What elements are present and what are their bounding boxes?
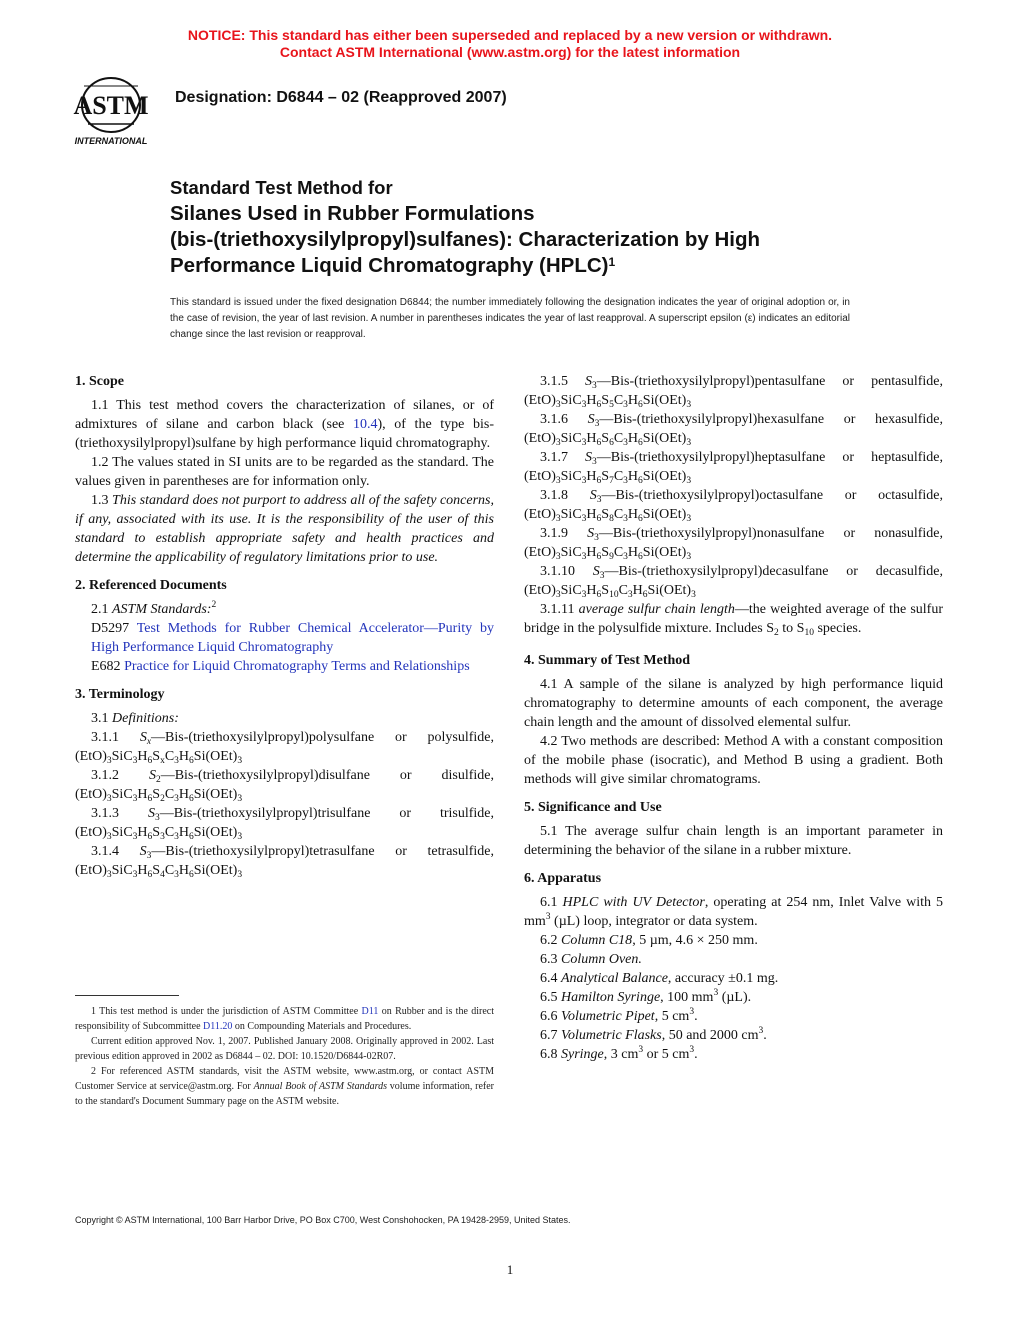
para-3-1: 3.1 Definitions:	[91, 711, 179, 726]
section-heading-summary: 4. Summary of Test Method	[524, 653, 691, 668]
notice-line-2: Contact ASTM International (www.astm.org) for the latest information	[279, 44, 741, 60]
ref-d5297: D5297 Test Methods for Rubber Chemical Accelerator—Purity by High Performance Liquid Chromatography	[91, 621, 494, 655]
link-d11[interactable]: D11	[361, 1006, 379, 1017]
para-2-1: 2.1 ASTM Standards:$^2$	[91, 600, 217, 617]
section-heading-scope: 1. Scope	[75, 374, 124, 389]
title-line-2: Silanes Used in Rubber Formulations	[170, 202, 535, 225]
def-3-1-5: 3.1.5 $S_3—Bis-(triethoxysilylpropyl)pentasulfane$ or pentasulfide, $(EtO)_3SiC_3H_6S_5C_3H_6Si(OEt)_3$	[524, 374, 943, 410]
footnote-divider	[75, 995, 179, 996]
footnote-1: 1 This test method is under the jurisdiction of ASTM Committee D11 on Rubber and is the direct responsibility of Subcommittee D11.20 on Compounding Materials and Procedures.	[75, 1006, 495, 1032]
copyright-line: Copyright © ASTM International, 100 Barr Harbor Drive, PO Box C700, West Conshohocken, PA 19428-2959, United States.	[75, 1215, 571, 1225]
ref-e682: E682 Practice for Liquid Chromatography Terms and Relationships	[91, 659, 470, 674]
section-heading-terminology: 3. Terminology	[75, 687, 165, 702]
def-3-1-1: 3.1.1 $S_x—Bis-(triethoxysilylpropyl)polysulfane$ or polysulfide, $(EtO)_3SiC_3H_6S_xC_3H_6Si(OEt)_3$	[75, 730, 494, 766]
issued-note: This standard is issued under the fixed designation D6844; the number immediately following the designation indicates the year of original adoption or, in the case of revision, the year of last revision. A number in parentheses indicates the year of last reapproval. A superscript epsilon (ε) indicates an editorial change since the last revision or reapproval.	[170, 297, 850, 340]
para-1-3: 1.3 This standard does not purport to address all of the safety concerns, if any, associated with its use. It is the responsibility of the user of this standard to establish appropriate safety and health practices and determine the applicability of regulatory limitations prior to use.	[75, 493, 494, 565]
notice-line-1: NOTICE: This standard has either been superseded and replaced by a new version or withdrawn.	[187, 27, 833, 43]
def-3-1-6: 3.1.6 $S_3—Bis-(triethoxysilylpropyl)hexasulfane$ or hexasulfide, $(EtO)_3SiC_3H_6S_6C_3H_6Si(OEt)_3$	[524, 412, 943, 448]
astm-logo-icon	[66, 72, 162, 152]
document-title	[170, 175, 870, 279]
para-4-1: 4.1 A sample of the silane is analyzed by high performance liquid chromatography to determine amounts of each component, the average chain length and the amount of dissolved elemental sulfur.	[524, 677, 943, 730]
link-10-4[interactable]: 10.4	[353, 417, 378, 432]
def-3-1-2: 3.1.2 $S_2—Bis-(triethoxysilylpropyl)disulfane$ or disulfide, $(EtO)_3SiC_3H_6S_2C_3H_6Si(OEt)_3$	[75, 768, 494, 804]
astm-logo	[66, 72, 162, 152]
page-number: 1	[506, 1262, 514, 1277]
item-6-6: 6.6 Volumetric Pipet, 5 $cm^3$.	[540, 1007, 698, 1024]
def-3-1-9: 3.1.9 $S_3—Bis-(triethoxysilylpropyl)nonasulfane$ or nonasulfide, $(EtO)_3SiC_3H_6S_9C_3H_6Si(OEt)_3$	[524, 526, 944, 562]
designation: Designation: D6844 – 02 (Reapproved 2007)	[175, 89, 507, 106]
para-4-2: 4.2 Two methods are described: Method A with a constant composition of the mobile phase (isocratic), and Method B using a gradient. Both methods will give similar chromatograms.	[524, 734, 943, 787]
link-d11-20[interactable]: D11.20	[203, 1021, 233, 1032]
def-3-1-7: 3.1.7 $S_3—Bis-(triethoxysilylpropyl)heptasulfane$ or heptasulfide, $(EtO)_3SiC_3H_6S_7C_3H_6Si(OEt)_3$	[524, 450, 943, 486]
title-line-1: Standard Test Method for	[170, 177, 393, 198]
item-6-3: 6.3 Column Oven.	[540, 952, 642, 967]
title-footnote-mark: 1	[608, 255, 616, 269]
item-6-8: 6.8 Syringe, 3 $cm^3$ or 5 $cm^3$.	[540, 1045, 698, 1062]
section-heading-referenced: 2. Referenced Documents	[75, 578, 227, 593]
def-3-1-4: 3.1.4 $S_3—Bis-(triethoxysilylpropyl)tetrasulfane$ or tetrasulfide, $(EtO)_3SiC_3H_6S_4C_3H_6Si(OEt)_3$	[75, 844, 495, 880]
section-heading-significance: 5. Significance and Use	[524, 800, 662, 815]
def-3-1-10: 3.1.10 $S_3—Bis-(triethoxysilylpropyl)decasulfane$ or decasulfide, $(EtO)_3SiC_3H_6S_{10}C_3H_6Si(OEt)_3$	[524, 564, 943, 600]
left-column	[75, 372, 494, 880]
notice-banner	[0, 27, 1020, 61]
item-6-1: 6.1 HPLC with UV Detector, operating at 254 nm, Inlet Valve with 5 $mm^3$ (µL) loop, integrator or data system.	[524, 895, 944, 929]
para-5-1: 5.1 The average sulfur chain length is an important parameter in determining the behavior of the silane in a rubber mixture.	[524, 824, 943, 858]
item-6-2: 6.2 Column C18, 5 µm, 4.6 × 250 mm.	[540, 933, 758, 948]
logo-subtitle: INTERNATIONAL	[74, 136, 148, 146]
para-1-1: 1.1 This test method covers the characterization of silanes, or of admixtures of silane and carbon black (see 10.4), of the type bis-(triethoxysilylpropyl)sulfane by high performance liquid chromatography.	[75, 398, 494, 451]
para-1-2: 1.2 The values stated in SI units are to be regarded as the standard. The values given in parentheses are for information only.	[75, 455, 494, 489]
item-6-7: 6.7 Volumetric Flasks, 50 and 2000 $cm^3$.	[540, 1026, 767, 1043]
ref-e682-link[interactable]: Practice for Liquid Chromatography Terms and Relationships	[124, 659, 470, 674]
def-3-1-8: 3.1.8 $S_3—Bis-(triethoxysilylpropyl)octasulfane$ or octasulfide, $(EtO)_3SiC_3H_6S_8C_3H_6Si(OEt)_3$	[524, 488, 943, 524]
footnote-2: 2 For referenced ASTM standards, visit the ASTM website, www.astm.org, or contact ASTM Customer Service at service@astm.org. For Annual Book of ASTM Standards volume information, refer to the standard's Document Summary page on the ASTM website.	[75, 1066, 494, 1107]
logo-letters: ASTM	[73, 91, 149, 120]
section-heading-apparatus: 6. Apparatus	[524, 871, 602, 886]
ref-d5297-link[interactable]: Test Methods for Rubber Chemical Accelerator—Purity by High Performance Liquid Chromatography	[91, 621, 494, 655]
footnotes	[75, 1004, 494, 1109]
right-column	[524, 372, 943, 1064]
title-line-4: Performance Liquid Chromatography (HPLC)$^1$	[170, 254, 616, 277]
item-6-5: 6.5 Hamilton Syringe, 100 $mm^3$ (µL).	[540, 988, 752, 1005]
footnote-1-edition: Current edition approved Nov. 1, 2007. Published January 2008. Originally approved in 2002. Last previous edition approved in 2002 as D6844 – 02. DOI: 10.1520/D6844-02R07.	[75, 1036, 494, 1062]
def-3-1-3: 3.1.3 $S_3—Bis-(triethoxysilylpropyl)trisulfane$ or trisulfide, $(EtO)_3SiC_3H_6S_3C_3H_6Si(OEt)_3$	[75, 806, 495, 842]
item-6-4: 6.4 Analytical Balance, accuracy ±0.1 mg.	[540, 971, 779, 986]
title-line-3: (bis-(triethoxysilylpropyl)sulfanes): Characterization by High	[170, 228, 761, 251]
def-3-1-11: 3.1.11 average sulfur chain length—the weighted average of the sulfur bridge in the polysulfide mixture. Includes $S_2$ to $S_{10}$ species.	[524, 602, 943, 638]
